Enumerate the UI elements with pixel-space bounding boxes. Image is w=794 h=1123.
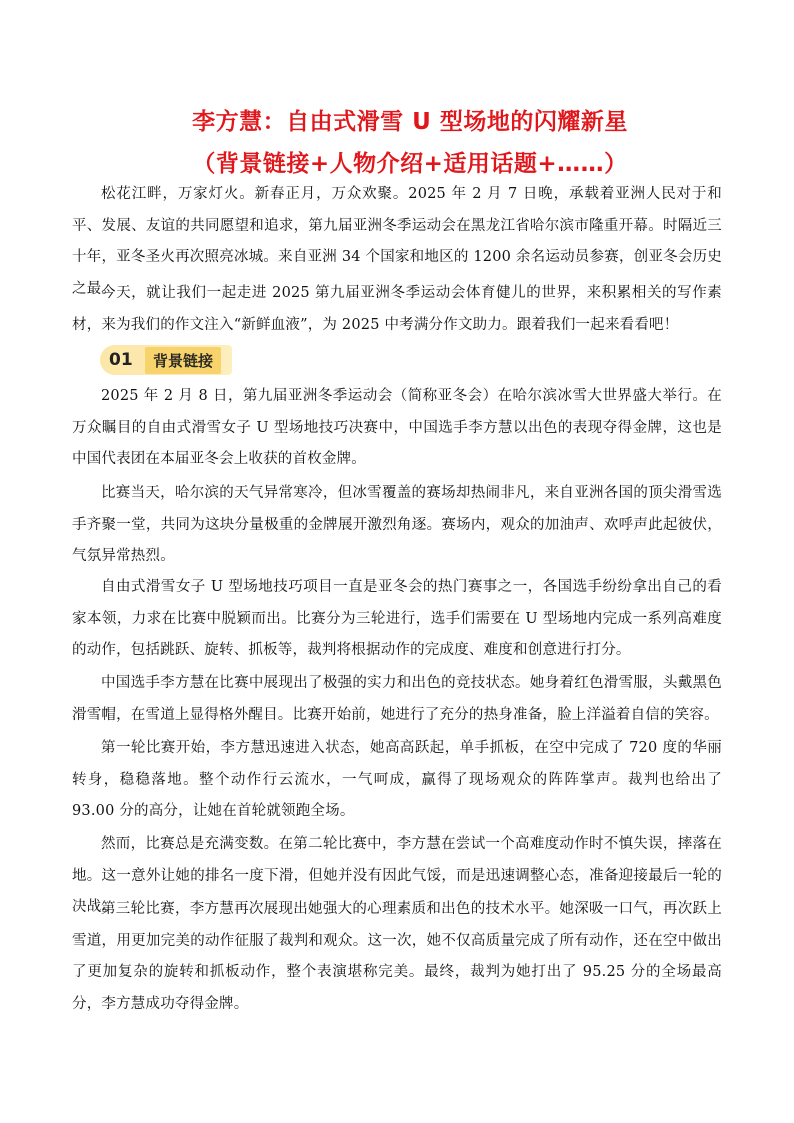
body-paragraph: 然而，比赛总是充满变数。在第二轮比赛中，李方慧在尝试一个高难度动作时不慎失误，摔落在地。这一意外让她的排名一度下滑，但她并没有因此气馁，而是迅速调整心态，准备迎接最后一轮的决战。 — [72, 836, 722, 915]
intro-paragraph: 松花江畔，万家灯火。新春正月，万众欢聚。2025 年 2 月 7 日晚，承载着亚洲人民对于和平、发展、友谊的共同愿望和追求，第九届亚洲冬季运动会在黑龙江省哈尔滨市隆重开幕。时隔近三十年，亚冬圣火再次照亮冰城。来自亚洲 34 个国家和地区的 1200 余名运动员参赛，创亚冬会历史之最。 — [72, 186, 722, 297]
section-label: 背景链接 — [145, 347, 221, 374]
intro-paragraph: 今天，就让我们一起走进 2025 第九届亚洲冬季运动会体育健儿的世界，来积累相关的写作素材，来为我们的作文注入“新鲜血液”，为 2025 中考满分作文助力。跟着我们一起来看看吧！ — [72, 285, 722, 333]
document-subtitle: （背景链接+人物介绍+适用话题+……） — [192, 151, 628, 177]
body-paragraph: 2025 年 2 月 8 日，第九届亚洲冬季运动会（简称亚冬会）在哈尔滨冰雪大世界盛大举行。在万众瞩目的自由式滑雪女子 U 型场地技巧决赛中，中国选手李方慧以出色的表现夺得金牌，这也是中国代表团在本届亚冬会上收获的首枚金牌。 — [72, 388, 722, 467]
body-paragraph: 第三轮比赛，李方慧再次展现出她强大的心理素质和出色的技术水平。她深吸一口气，再次跃上雪道，用更加完美的动作征服了裁判和观众。这一次，她不仅高质量完成了所有动作，还在空中做出了更加复杂的旋转和抓板动作，整个表演堪称完美。最终，裁判为她打出了 95.25 分的全场最高分，李方慧成功夺得金牌。 — [72, 901, 722, 1012]
document-title: 李方慧：自由式滑雪 U 型场地的闪耀新星 — [192, 109, 628, 135]
body-paragraph: 第一轮比赛开始，李方慧迅速进入状态，她高高跃起，单手抓板，在空中完成了 720 度的华丽转身，稳稳落地。整个动作行云流水，一气呵成，赢得了现场观众的阵阵掌声。裁判也给出了 93.00 分的高分，让她在首轮就领跑全场。 — [72, 740, 722, 819]
body-paragraph: 自由式滑雪女子 U 型场地技巧项目一直是亚冬会的热门赛事之一，各国选手纷纷拿出自己的看家本领，力求在比赛中脱颖而出。比赛分为三轮进行，选手们需要在 U 型场地内完成一系列高难度的动作，包括跳跃、旋转、抓板等，裁判将根据动作的完成度、难度和创意进行打分。 — [72, 579, 722, 658]
body-paragraph: 比赛当天，哈尔滨的天气异常寒冷，但冰雪覆盖的赛场却热闹非凡，来自亚洲各国的顶尖滑雪选手齐聚一堂，共同为这块分量极重的金牌展开激烈角逐。赛场内，观众的加油声、欢呼声此起彼伏，气氛异常热烈。 — [72, 485, 722, 564]
body-paragraph: 中国选手李方慧在比赛中展现出了极强的实力和出色的竞技状态。她身着红色滑雪服，头戴黑色滑雪帽，在雪道上显得格外醒目。比赛开始前，她进行了充分的热身准备，脸上洋溢着自信的笑容。 — [72, 675, 722, 723]
section-number: 01 — [109, 350, 133, 370]
section-header — [100, 345, 232, 375]
